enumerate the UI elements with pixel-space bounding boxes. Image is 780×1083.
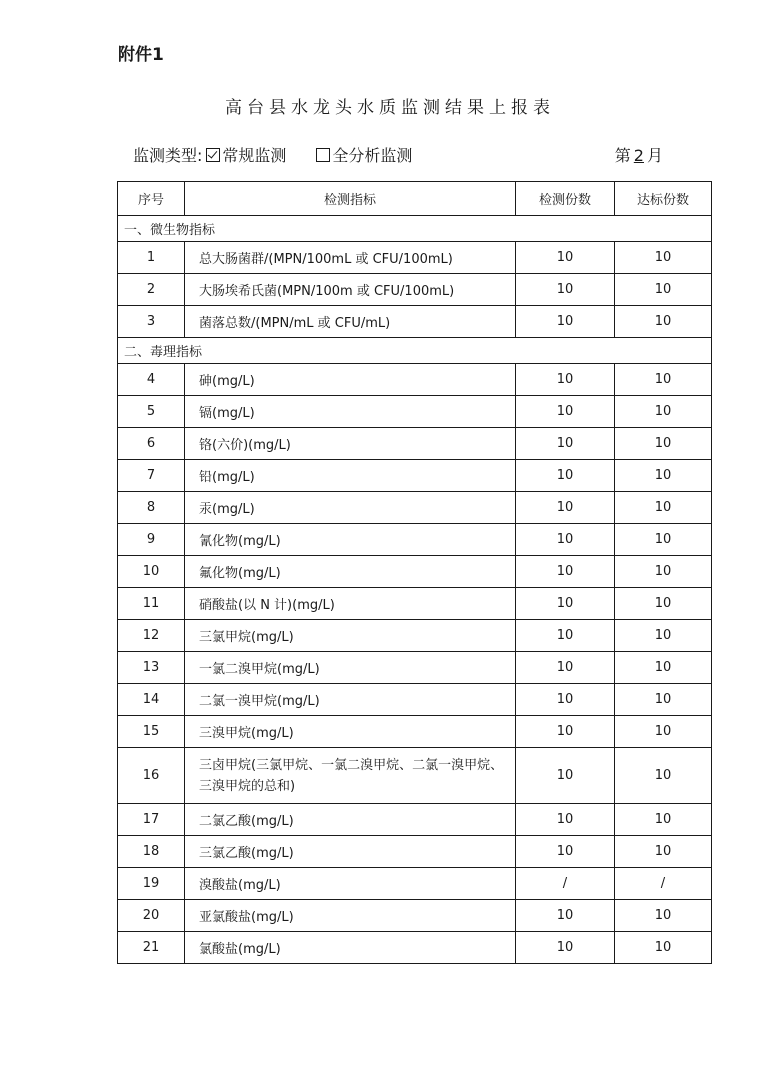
table-row [118, 364, 712, 396]
row-tested: 10 [516, 620, 615, 652]
month-prefix: 第 [614, 146, 631, 165]
month-suffix: 月 [646, 146, 663, 165]
row-indicator: 氰化物(mg/L) [185, 524, 516, 556]
table-row [118, 588, 712, 620]
row-passed: 10 [615, 620, 712, 652]
table-row [118, 804, 712, 836]
row-seq: 18 [118, 836, 185, 868]
section-title: 一、微生物指标 [118, 216, 712, 242]
row-seq: 4 [118, 364, 185, 396]
row-seq: 3 [118, 306, 185, 338]
month-value: 2 [633, 146, 644, 165]
row-passed: 10 [615, 556, 712, 588]
unchecked-box-icon[interactable] [316, 148, 330, 162]
row-tested: 10 [516, 492, 615, 524]
table-row [118, 932, 712, 964]
row-indicator: 镉(mg/L) [185, 396, 516, 428]
row-tested: 10 [516, 396, 615, 428]
month-field [615, 143, 663, 166]
row-seq: 7 [118, 460, 185, 492]
row-indicator: 铬(六价)(mg/L) [185, 428, 516, 460]
results-table [117, 181, 712, 964]
table-row [118, 868, 712, 900]
row-passed: / [615, 868, 712, 900]
row-seq: 9 [118, 524, 185, 556]
row-seq: 15 [118, 716, 185, 748]
table-header-row [118, 182, 712, 216]
row-passed: 10 [615, 274, 712, 306]
row-tested: 10 [516, 428, 615, 460]
row-indicator: 二氯一溴甲烷(mg/L) [185, 684, 516, 716]
row-passed: 10 [615, 652, 712, 684]
row-passed: 10 [615, 932, 712, 964]
row-passed: 10 [615, 716, 712, 748]
row-tested: 10 [516, 652, 615, 684]
table-row [118, 524, 712, 556]
row-indicator: 三卤甲烷(三氯甲烷、一氯二溴甲烷、二氯一溴甲烷、三溴甲烷的总和) [185, 748, 516, 804]
row-passed: 10 [615, 460, 712, 492]
row-passed: 10 [615, 492, 712, 524]
row-indicator: 铅(mg/L) [185, 460, 516, 492]
option-routine-label: 常规监测 [222, 146, 287, 165]
row-seq: 20 [118, 900, 185, 932]
row-seq: 12 [118, 620, 185, 652]
table-row [118, 242, 712, 274]
row-indicator: 砷(mg/L) [185, 364, 516, 396]
table-row [118, 396, 712, 428]
table-row [118, 556, 712, 588]
checked-box-icon[interactable] [206, 148, 220, 162]
row-tested: 10 [516, 274, 615, 306]
row-passed: 10 [615, 396, 712, 428]
row-indicator: 大肠埃希氏菌(MPN/100m 或 CFU/100mL) [185, 274, 516, 306]
row-seq: 1 [118, 242, 185, 274]
row-tested: 10 [516, 364, 615, 396]
page-title: 高台县水龙头水质监测结果上报表 [225, 98, 555, 118]
row-seq: 21 [118, 932, 185, 964]
row-tested: 10 [516, 900, 615, 932]
header-indicator: 检测指标 [185, 182, 516, 216]
table-body [118, 216, 712, 964]
row-tested: 10 [516, 716, 615, 748]
row-indicator: 三氯甲烷(mg/L) [185, 620, 516, 652]
row-passed: 10 [615, 588, 712, 620]
option-full-label: 全分析监测 [332, 146, 413, 165]
row-tested: 10 [516, 588, 615, 620]
row-indicator: 菌落总数/(MPN/mL 或 CFU/mL) [185, 306, 516, 338]
row-seq: 11 [118, 588, 185, 620]
monitor-type [133, 143, 412, 166]
row-tested: 10 [516, 242, 615, 274]
row-passed: 10 [615, 684, 712, 716]
row-passed: 10 [615, 306, 712, 338]
row-seq: 17 [118, 804, 185, 836]
row-passed: 10 [615, 804, 712, 836]
table-row [118, 652, 712, 684]
row-passed: 10 [615, 900, 712, 932]
row-tested: 10 [516, 684, 615, 716]
row-indicator: 一氯二溴甲烷(mg/L) [185, 652, 516, 684]
row-indicator: 溴酸盐(mg/L) [185, 868, 516, 900]
row-indicator: 二氯乙酸(mg/L) [185, 804, 516, 836]
row-seq: 8 [118, 492, 185, 524]
table-row [118, 716, 712, 748]
row-tested: 10 [516, 836, 615, 868]
row-indicator: 硝酸盐(以 N 计)(mg/L) [185, 588, 516, 620]
row-seq: 13 [118, 652, 185, 684]
row-tested: 10 [516, 556, 615, 588]
row-tested: 10 [516, 306, 615, 338]
header-seq: 序号 [118, 182, 185, 216]
row-tested: 10 [516, 932, 615, 964]
row-indicator: 总大肠菌群/(MPN/100mL 或 CFU/100mL) [185, 242, 516, 274]
row-passed: 10 [615, 524, 712, 556]
table-row [118, 900, 712, 932]
row-seq: 19 [118, 868, 185, 900]
row-indicator: 氟化物(mg/L) [185, 556, 516, 588]
table-row [118, 274, 712, 306]
attachment-label: 附件1 [118, 45, 164, 65]
row-seq: 14 [118, 684, 185, 716]
row-indicator: 亚氯酸盐(mg/L) [185, 900, 516, 932]
header-passed: 达标份数 [615, 182, 712, 216]
row-passed: 10 [615, 836, 712, 868]
row-seq: 6 [118, 428, 185, 460]
row-passed: 10 [615, 748, 712, 804]
header-tested: 检测份数 [516, 182, 615, 216]
table-row [118, 306, 712, 338]
table-row [118, 492, 712, 524]
table-row [118, 428, 712, 460]
table-row [118, 684, 712, 716]
row-tested: 10 [516, 804, 615, 836]
table-row [118, 748, 712, 804]
row-passed: 10 [615, 364, 712, 396]
table-row [118, 620, 712, 652]
row-seq: 16 [118, 748, 185, 804]
row-indicator: 汞(mg/L) [185, 492, 516, 524]
section-row [118, 216, 712, 242]
row-passed: 10 [615, 242, 712, 274]
row-seq: 2 [118, 274, 185, 306]
table-row [118, 836, 712, 868]
row-indicator: 氯酸盐(mg/L) [185, 932, 516, 964]
row-tested: 10 [516, 524, 615, 556]
table-row [118, 460, 712, 492]
row-passed: 10 [615, 428, 712, 460]
row-tested: 10 [516, 748, 615, 804]
row-indicator: 三氯乙酸(mg/L) [185, 836, 516, 868]
row-indicator: 三溴甲烷(mg/L) [185, 716, 516, 748]
row-seq: 10 [118, 556, 185, 588]
monitor-type-label: 监测类型: [133, 146, 203, 165]
section-row [118, 338, 712, 364]
section-title: 二、毒理指标 [118, 338, 712, 364]
row-seq: 5 [118, 396, 185, 428]
row-tested: / [516, 868, 615, 900]
row-tested: 10 [516, 460, 615, 492]
